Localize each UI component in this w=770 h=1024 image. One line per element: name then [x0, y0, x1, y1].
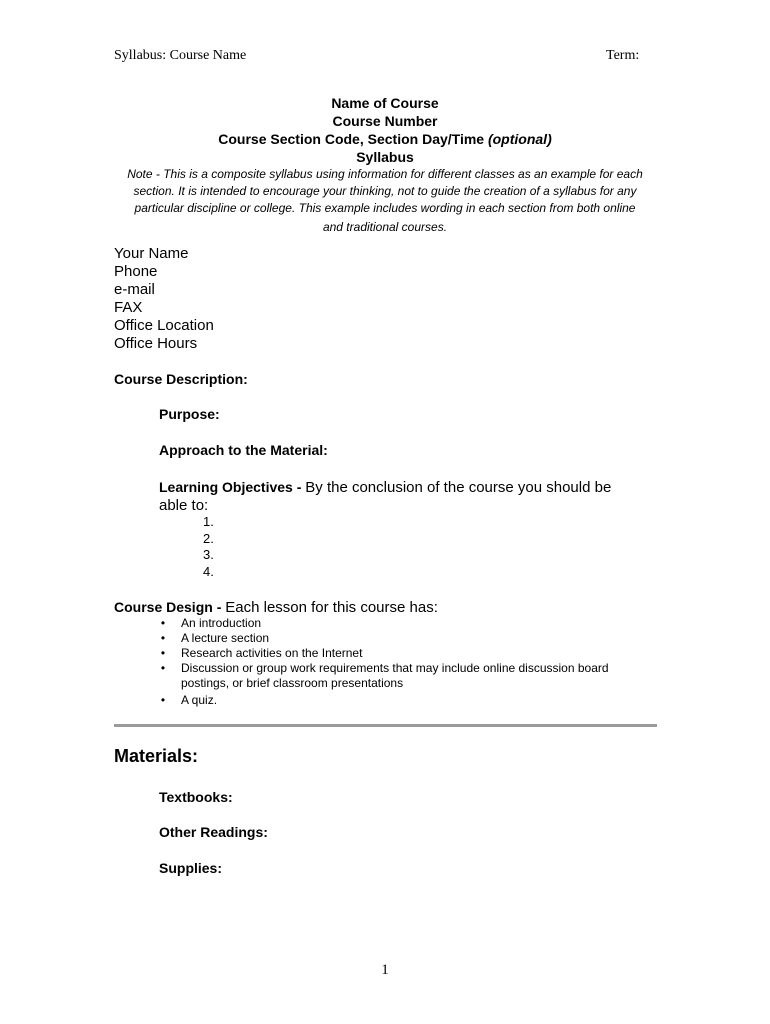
email-label: e-mail: [114, 281, 155, 298]
list-item: [158, 631, 648, 646]
syllabus-title: Syllabus: [356, 149, 414, 165]
bullet-icon: •: [160, 693, 166, 707]
instructor-name: Your Name: [114, 245, 189, 262]
textbooks-heading: Textbooks:: [159, 789, 233, 805]
header-course-name: Syllabus: Course Name: [114, 48, 247, 63]
note-line: particular discipline or college. This example includes wording in each section from both online: [134, 201, 636, 215]
composite-note: [114, 166, 656, 236]
section-divider: [114, 724, 657, 727]
purpose-heading: Purpose:: [159, 406, 220, 422]
page-number: 1: [381, 962, 389, 978]
section-code-title: [114, 130, 656, 148]
list-item-text: An introduction: [181, 616, 262, 630]
fax-label: FAX: [114, 299, 143, 316]
note-line: section. It is intended to encourage your thinking, not to guide the creation of a syllabus for any: [133, 184, 637, 198]
title-block: [114, 94, 656, 236]
list-item-text: A quiz.: [181, 693, 218, 707]
approach-heading: Approach to the Material:: [159, 442, 328, 458]
list-item-text: Research activities on the Internet: [181, 646, 363, 660]
list-item-text: Discussion or group work requirements that may include online discussion board postings, or brief classroom presentations: [181, 661, 609, 690]
course-name-title: Name of Course: [331, 95, 439, 111]
note-line: Note - This is a composite syllabus using information for different classes as an example for each: [127, 167, 643, 181]
header-term: Term:: [606, 48, 640, 63]
course-design-text: Each lesson for this course has:: [225, 599, 438, 616]
list-item: [158, 661, 648, 691]
objectives-list: [203, 514, 214, 580]
office-hours-label: Office Hours: [114, 335, 198, 352]
bullet-icon: •: [160, 646, 166, 660]
bullet-icon: •: [160, 631, 166, 645]
bullet-icon: •: [160, 661, 166, 675]
learning-objectives: [159, 478, 639, 515]
note-line: and traditional courses.: [322, 220, 448, 234]
course-description-heading: Course Description:: [114, 371, 248, 387]
optional-label: (optional): [487, 131, 552, 147]
supplies-heading: Supplies:: [159, 860, 223, 876]
objective-item: 2.: [203, 530, 214, 546]
section-code-text: Course Section Code, Section Day/Time: [218, 131, 488, 147]
bullet-icon: •: [160, 616, 166, 630]
objective-item: 1.: [203, 514, 214, 529]
objective-item: 4.: [203, 563, 214, 579]
list-item: [158, 693, 648, 708]
list-item: [158, 616, 648, 631]
course-design: [114, 599, 438, 616]
contact-info: [114, 245, 214, 353]
office-location-label: Office Location: [114, 317, 214, 334]
other-readings-heading: Other Readings:: [159, 824, 268, 840]
learning-objectives-text: By the conclusion of the course you should be able to:: [159, 479, 612, 514]
course-design-label: Course Design -: [114, 599, 226, 615]
materials-heading: Materials:: [114, 746, 199, 766]
list-item-text: A lecture section: [181, 631, 270, 645]
objective-item: 3.: [203, 547, 214, 562]
list-item: [158, 646, 648, 661]
phone-label: Phone: [114, 263, 158, 280]
course-number-title: Course Number: [332, 113, 438, 129]
learning-objectives-label: Learning Objectives -: [159, 479, 306, 495]
course-design-list: [158, 616, 648, 708]
